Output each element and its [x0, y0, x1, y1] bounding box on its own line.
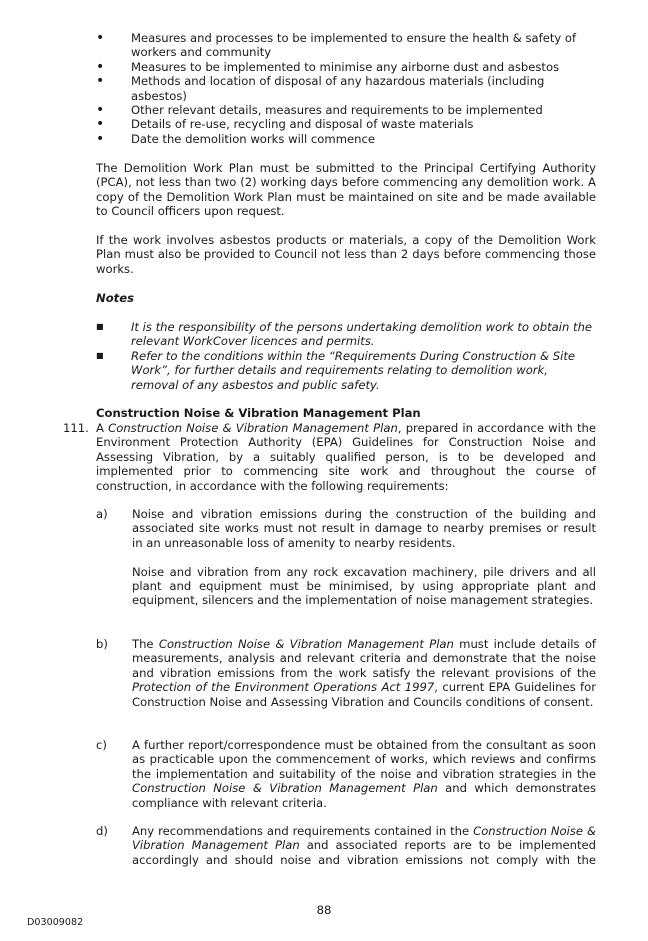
list-item: • Measures and processes to be implemented to ensure the health & safety of workers and community: [96, 30, 577, 60]
bullet-icon: •: [96, 116, 105, 133]
requirement-item-c: [96, 738, 596, 810]
requirement-item-b: [96, 637, 596, 709]
item-label: c): [96, 738, 107, 752]
section-heading: Construction Noise & Vibration Management Plan: [96, 406, 421, 420]
square-bullet-icon: ■: [96, 350, 104, 360]
item-d-text: Any recommendations and requirements contained in the Construction Noise & Vibration Management Plan and associated reports are to be implemented accordingly and should noise and vibration emissions not comply with the: [132, 824, 597, 867]
square-bullet-icon: ■: [96, 322, 104, 331]
notes-list: [96, 320, 596, 392]
item-a-paragraph-1: Noise and vibration emissions during the construction of the building and associated site works must not result in damage to nearby premises or result in an unreasonable loss of amenity to nearby residents.: [132, 507, 596, 550]
condition-number: 111.: [63, 421, 89, 435]
notes-heading: Notes: [96, 291, 134, 305]
condition-text: A Construction Noise & Vibration Management Plan, prepared in accordance with the Environment Protection Authority (EPA) Guidelines for Construction Noise and Assessing Vibration, by a suitably qualified person, is to be developed and implemented prior to commencing site work and throughout the course of construction, in accordance with the following requirements:: [96, 421, 597, 493]
demolition-plan-requirements-list: [96, 31, 596, 146]
list-item: ■ Refer to the conditions within the “Requirements During Construction & Site Work”, for further details and requirements relating to demolition work, removal of any asbestos and public safety.: [96, 348, 575, 392]
bullet-icon: •: [96, 58, 105, 75]
pca-submission-paragraph: The Demolition Work Plan must be submitted to the Principal Certifying Authority (PCA), not less than two (2) working days before commencing any demolition work. A copy of the Demolition Work Plan must be maintained on site and be made available to Council officers upon request.: [96, 161, 596, 219]
requirement-item-a: [96, 507, 596, 608]
list-item: • Other relevant details, measures and requirements to be implemented: [96, 102, 543, 119]
bullet-icon: •: [96, 73, 105, 90]
requirement-item-d: [96, 824, 596, 867]
page-number: 88: [316, 903, 332, 917]
list-item: • Measures to be implemented to minimise any airborne dust and asbestos: [96, 58, 560, 75]
item-a-paragraph-2: Noise and vibration from any rock excavation machinery, pile drivers and all plant and equipment must be minimised, by using appropriate plant and equipment, silencers and the implementation of noise management strategies.: [132, 564, 596, 608]
asbestos-paragraph: If the work involves asbestos products or materials, a copy of the Demolition Work Plan must also be provided to Council not less than 2 days before commencing those works.: [96, 233, 596, 276]
item-c-text: A further report/correspondence must be obtained from the consultant as soon as practicable upon the commencement of works, which reviews and confirms the implementation and suitability of the noise and vibration strategies in the Construction Noise & Vibration Management Plan and which demonstrates compliance with relevant criteria.: [132, 738, 596, 810]
bullet-icon: •: [96, 30, 105, 46]
list-item: • Methods and location of disposal of any hazardous materials (including asbestos): [96, 73, 545, 103]
bullet-icon: •: [96, 130, 105, 147]
list-item: • Date the demolition works will commence: [96, 130, 375, 147]
document-reference: D03009082: [27, 917, 84, 928]
item-label: d): [96, 824, 108, 838]
bullet-icon: •: [96, 102, 105, 119]
item-label: a): [96, 507, 108, 521]
item-label: b): [96, 637, 108, 651]
list-item: ■ It is the responsibility of the persons undertaking demolition work to obtain the relevant WorkCover licences and permits.: [96, 320, 593, 349]
item-b-text: The Construction Noise & Vibration Management Plan must include details of measurements, analysis and relevant criteria and demonstrate that the noise and vibration emissions from the work satisfy the relevant provisions of the Protection of the Environment Operations Act 1997, current EPA Guidelines for Construction Noise and Assessing Vibration and Councils conditions of consent.: [132, 637, 597, 709]
list-item: • Details of re-use, recycling and disposal of waste materials: [96, 116, 474, 133]
